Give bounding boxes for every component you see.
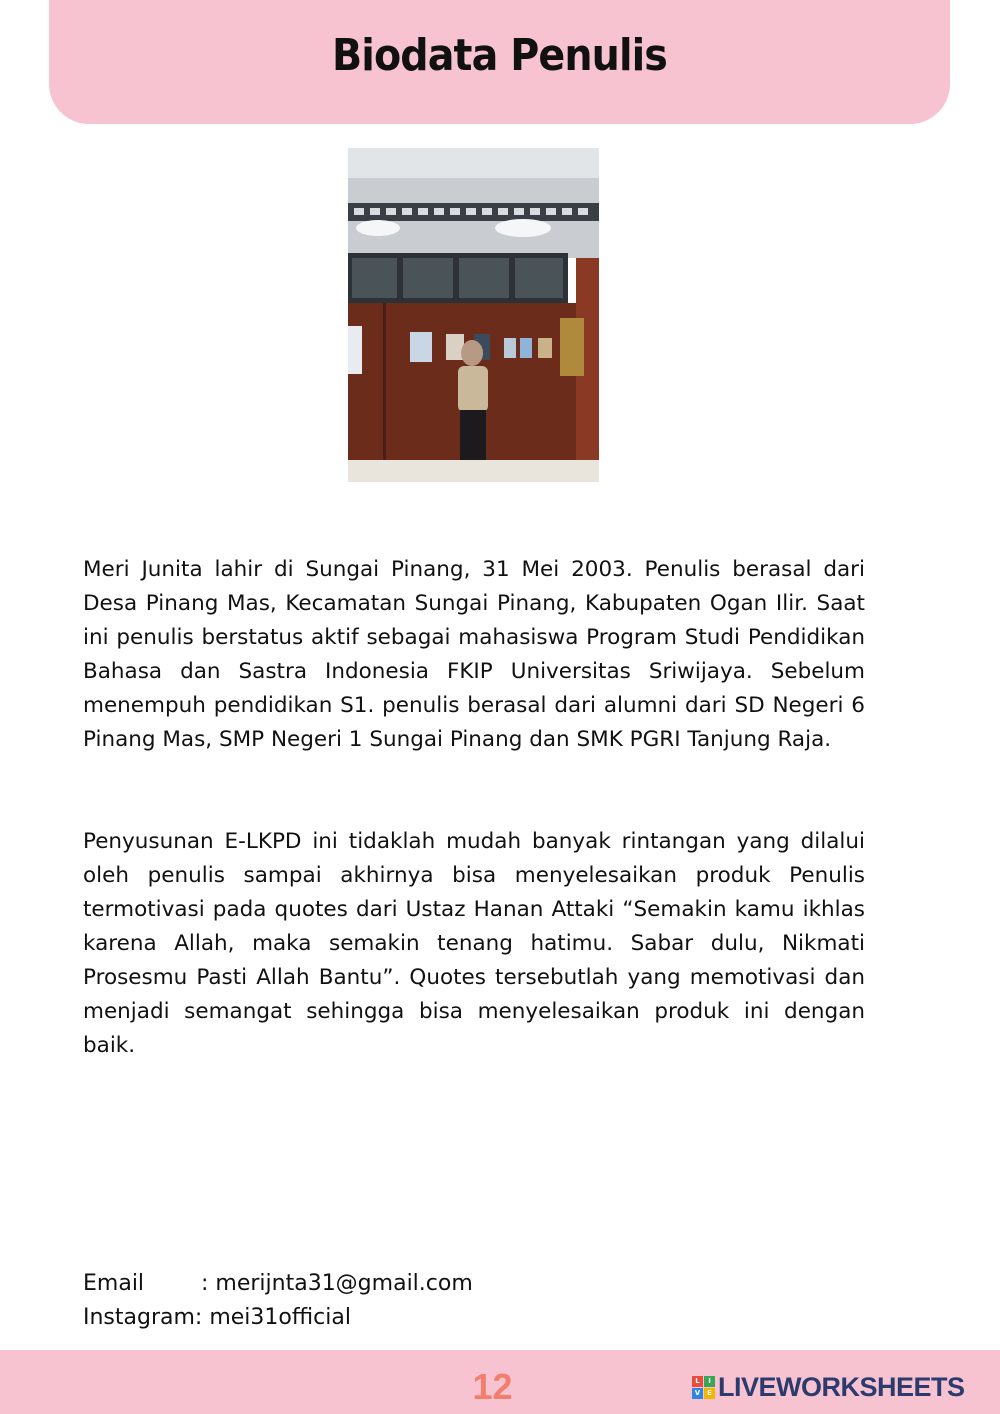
author-photo <box>348 148 599 482</box>
email-value: : merijnta31@gmail.com <box>201 1271 473 1296</box>
logo-letter-i: I <box>704 1376 715 1387</box>
bio-paragraph-2: Penyusunan E-LKPD ini tidaklah mudah banyak rintangan yang dilalui oleh penulis sampai akhirnya bisa menyelesaikan produk Penulis termotivasi pada quotes dari Ustaz Hanan Attaki “Semakin kamu ikhlas karena Allah, maka semakin tenang hatimu. Sabar dulu, Nikmati Prosesmu Pasti Allah Bantu”. Quotes tersebutlah yang memotivasi dan menjadi semangat sehingga bisa menyelesaikan produk ini dengan baik. <box>83 829 865 1058</box>
email-label: Email <box>83 1271 145 1296</box>
email-row <box>83 1267 473 1301</box>
logo-letter-l: L <box>692 1376 703 1387</box>
logo-letter-v: V <box>692 1388 703 1399</box>
page-title: Biodata Penulis <box>332 30 667 81</box>
bio-paragraph-1: Meri Junita lahir di Sungai Pinang, 31 Mei 2003. Penulis berasal dari Desa Pinang Mas, Kecamatan Sungai Pinang, Kabupaten Ogan Ilir. Saat ini penulis berstatus aktif sebagai mahasiswa Program Studi Pendidikan Bahasa dan Sastra Indonesia FKIP Universitas Sriwijaya. Sebelum menempuh pendidikan S1. penulis berasal dari alumni dari SD Negeri 6 Pinang Mas, SMP Negeri 1 Sungai Pinang dan SMK PGRI Tanjung Raja. <box>83 557 865 752</box>
brand-name: LIVEWORKSHEETS <box>718 1371 965 1402</box>
logo-letter-e: E <box>704 1388 715 1399</box>
page-number: 12 <box>472 1366 513 1407</box>
instagram-label: Instagram: <box>83 1305 203 1330</box>
instagram-row <box>83 1301 351 1335</box>
header-banner <box>49 0 950 124</box>
author-photo-image <box>348 148 599 482</box>
liveworksheets-logo-icon <box>692 1376 715 1399</box>
instagram-value: mei31official <box>209 1305 351 1330</box>
liveworksheets-brand[interactable] <box>692 1372 965 1402</box>
